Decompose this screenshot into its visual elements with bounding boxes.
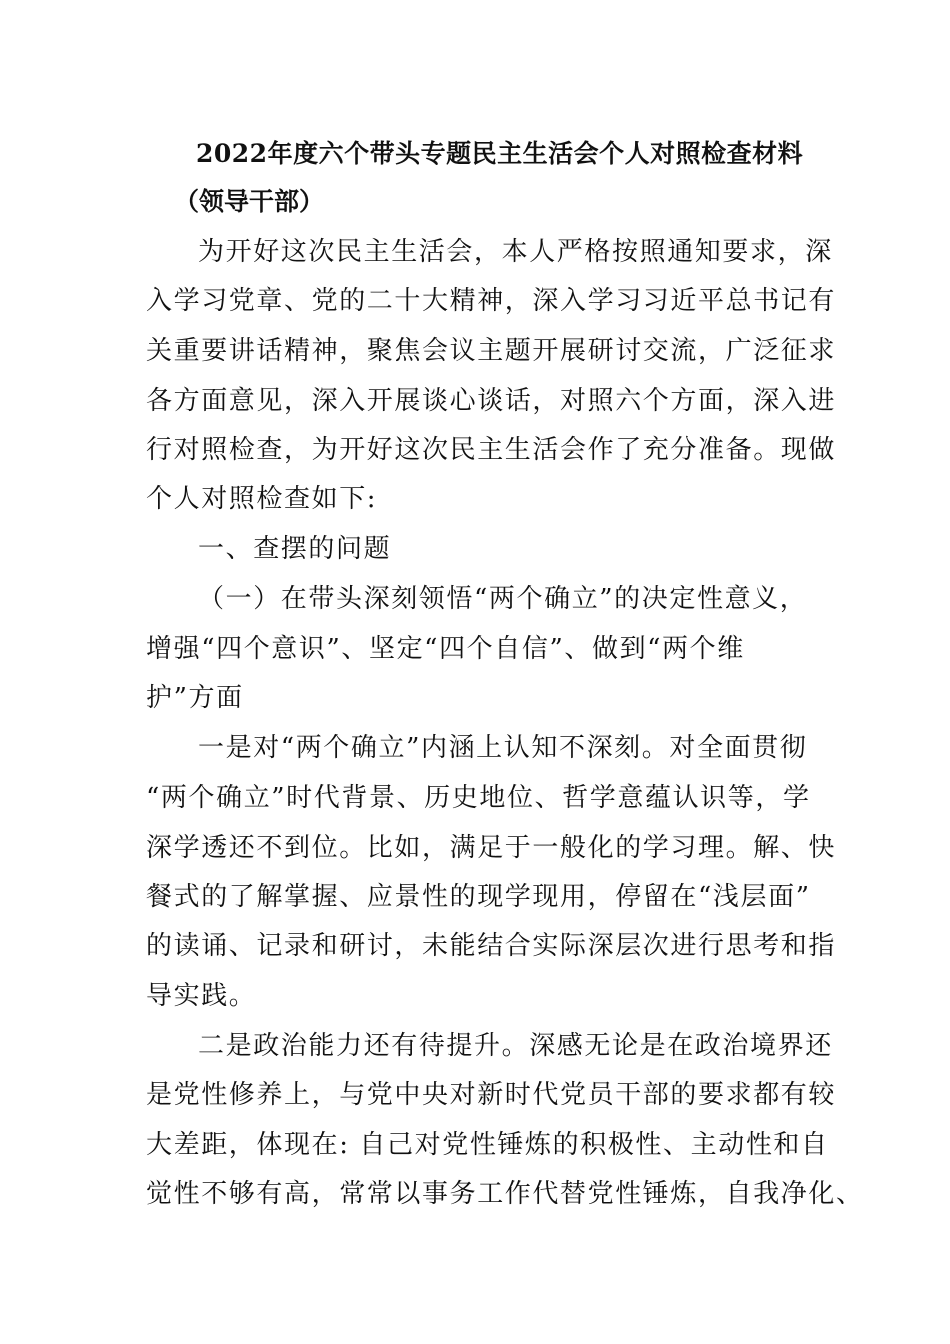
paragraph-line: 一是对“两个确立”内涵上认知不深刻。对全面贯彻 xyxy=(198,733,808,763)
subsection-heading: 护”方面 xyxy=(146,683,244,713)
paragraph-line: 个人对照检查如下: xyxy=(146,484,378,514)
paragraph-line: 餐式的了解掌握、应景性的现学现用，停留在“浅层面” xyxy=(146,882,811,912)
paragraph-line: 大差距，体现在: 自己对党性锤炼的积极性、主动性和自 xyxy=(146,1130,829,1160)
paragraph-line: 觉性不够有高，常常以事务工作代替党性锤炼，自我净化、 xyxy=(146,1179,864,1209)
paragraph-line: 的读诵、记录和研讨，未能结合实际深层次进行思考和指 xyxy=(146,931,837,961)
subsection-heading: （一）在带头深刻领悟“两个确立”的决定性意义， xyxy=(198,584,808,614)
paragraph-line: 各方面意见，深入开展谈心谈话，对照六个方面，深入进 xyxy=(146,386,837,416)
paragraph-line: 入学习党章、党的二十大精神，深入学习习近平总书记有 xyxy=(146,286,837,316)
paragraph-line: 导实践。 xyxy=(146,981,257,1011)
document-subtitle: （领导干部） xyxy=(174,187,325,216)
paragraph-line: “两个确立”时代背景、历史地位、哲学意蕴认识等，学 xyxy=(146,783,811,813)
document-title: 2022年度六个带头专题民主生活会个人对照检查材料 xyxy=(196,139,804,168)
paragraph-line: 关重要讲话精神，聚焦会议主题开展研讨交流，广泛征求 xyxy=(146,336,837,366)
paragraph-line: 二是政治能力还有待提升。深感无论是在政治境界还 xyxy=(198,1031,833,1061)
paragraph-line: 行对照检查，为开好这次民主生活会作了充分准备。现做 xyxy=(146,435,837,465)
subsection-heading: 增强“四个意识”、坚定“四个自信”、做到“两个维 xyxy=(146,634,745,664)
section-heading: 一、查摆的问题 xyxy=(198,534,392,564)
paragraph-line: 为开好这次民主生活会，本人严格按照通知要求，深 xyxy=(198,237,833,267)
paragraph-line: 是党性修养上，与党中央对新时代党员干部的要求都有较 xyxy=(146,1080,837,1110)
paragraph-line: 深学透还不到位。比如，满足于一般化的学习理。解、快 xyxy=(146,833,837,863)
